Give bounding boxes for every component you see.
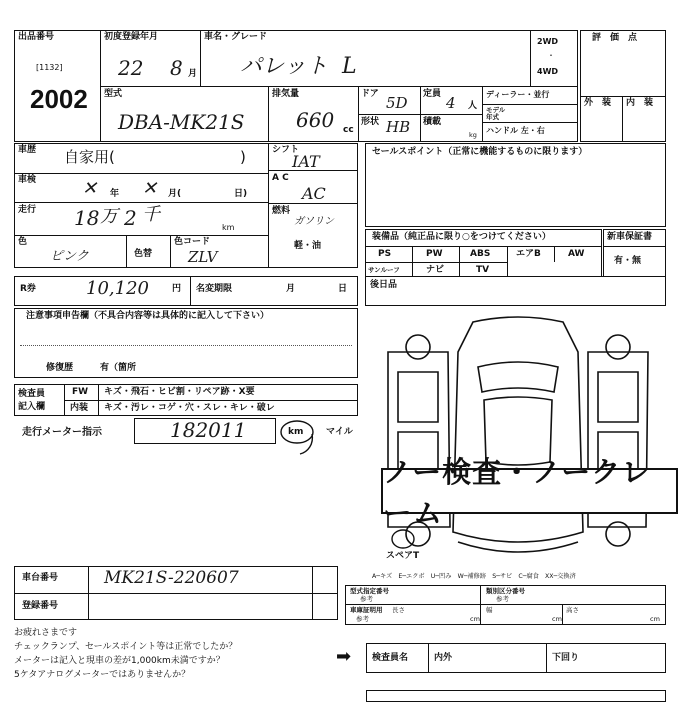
displacement-value: 660 [296, 108, 335, 132]
ref-label-1: 参考 [360, 595, 373, 603]
warranty-value: 有・無 [614, 256, 642, 266]
sales-point-label: セールスポイント（正常に機能するものに限ります） [372, 147, 588, 157]
door-label: ドア [361, 89, 379, 99]
fuel-light-label: 軽・油 [294, 241, 322, 251]
inspector-label: 検査員 記入欄 [18, 389, 46, 413]
repair-history-label: 修復歴 [46, 363, 74, 373]
lot-small-number: [1132] [36, 63, 63, 72]
message-line-1: お疲れさまです [14, 628, 78, 638]
car-name: パレット [240, 54, 328, 79]
fw-label: FW [72, 387, 89, 397]
bottom-stub-box [366, 690, 666, 702]
capacity-label: 定員 [423, 89, 442, 99]
spare-tire-label: スペアT [386, 551, 420, 561]
recycle-label: R券 [20, 284, 36, 294]
notes-label: 注意事項申告欄（不具合内容等は具体的に記入して下さい） [26, 311, 270, 321]
color-label: 色 [18, 237, 28, 247]
month-unit-3: 月 [286, 284, 296, 294]
kg-unit: kg [469, 131, 477, 139]
damage-legend: A─キズ E─エクボ U─凹み W─補修跡 S─サビ C─腐食 XX─交換済 [372, 573, 576, 580]
inspector-name-label: 検査員名 [372, 653, 409, 663]
interior-row-label: 内装 [70, 403, 89, 413]
capacity-value: 4 [446, 94, 456, 112]
later-items-label: 後日品 [370, 280, 398, 290]
message-line-4: 5ケタアナログメーターではありませんか？ [14, 670, 191, 680]
capacity-unit: 人 [468, 101, 478, 111]
history-close: ) [240, 148, 246, 166]
displacement-label: 排気量 [272, 89, 300, 99]
yen-unit: 円 [172, 284, 182, 294]
mileage-label: 走行 [18, 205, 37, 215]
cm-unit-2: cm [552, 615, 562, 623]
message-line-2: チェックランプ、セールスポイント等は正常でしたか？ [14, 642, 238, 652]
drive-2wd: 2WD [537, 37, 559, 46]
drive-separator: ・ [547, 51, 555, 60]
inspection-month-mark: ✕ [142, 178, 158, 199]
repair-history-value: 有（箇所 [100, 363, 137, 373]
color-value: ピンク [50, 249, 89, 264]
day-unit: 日) [234, 189, 248, 199]
under-label: 下回り [552, 653, 580, 663]
inspection-year-mark: ✕ [82, 178, 98, 199]
mileage-sen-value: 2 [124, 206, 137, 230]
month-unit-2: 月( [168, 189, 182, 199]
height-label: 高さ [566, 606, 579, 614]
sen-unit: 千 [142, 204, 160, 225]
meter-km-label: km [288, 427, 304, 437]
equip-aw: AW [568, 249, 585, 259]
inspection-label: 車検 [18, 175, 37, 185]
man-unit: 万 [100, 206, 118, 227]
car-name-label: 車名・グレード [204, 32, 268, 42]
cc-unit: cc [343, 125, 354, 135]
class-number-label: 類別区分番号 [486, 587, 525, 595]
equip-sunroof: サンルーフ [368, 266, 400, 274]
recycle-box [14, 276, 358, 306]
fw-items: キズ・飛石・ヒビ割・リペア跡・X要 [104, 387, 255, 397]
model-label: 型式 [104, 89, 123, 99]
model-value: DBA-MK21S [118, 110, 245, 134]
first-registration-label: 初度登録年月 [104, 32, 159, 42]
meter-mile-label: マイル [326, 427, 353, 437]
drive-4wd: 4WD [537, 67, 559, 76]
color-change-label: 色替 [134, 249, 153, 259]
shape-value: HB [386, 118, 411, 136]
registration-number-label: 登録番号 [22, 601, 59, 611]
chassis-label: 車台番号 [22, 573, 59, 583]
interior-items: キズ・汚レ・コゲ・穴・スレ・キレ・破レ [104, 403, 275, 413]
length-label: 長さ [392, 606, 405, 614]
day-unit-2: 日 [338, 284, 348, 294]
vehicle-cert-label: 車庫証明用 [350, 606, 383, 614]
inspector-name-box [366, 643, 666, 673]
arrow-icon: ➡ [336, 646, 352, 667]
first-registration-month: 8 [170, 56, 183, 80]
recycle-value: 10,120 [86, 278, 149, 299]
fuel-value: ガソリン [294, 216, 334, 227]
type-designation-label: 型式指定番号 [350, 587, 389, 595]
message-line-3: メーターは記入と現車の差が1,000km未満ですか？ [14, 656, 225, 666]
later-items-box [365, 276, 666, 306]
car-grade: L [342, 54, 357, 79]
spare-tire-icon [390, 528, 416, 550]
shape-label: 形状 [361, 117, 380, 127]
equip-navi: ナビ [426, 265, 445, 275]
chassis-number: MK21S-220607 [104, 568, 239, 588]
history-value: 自家用( [64, 148, 115, 166]
meter-value: 182011 [170, 418, 247, 442]
equipment-label: 装備品（純正品に限り○をつけてください） [372, 232, 551, 242]
model-year-label: モデル 年式 [486, 106, 506, 121]
outside-label: 内外 [434, 653, 453, 663]
registration-limit-label: 名変期限 [196, 284, 233, 294]
mileage-man-value: 18 [74, 206, 100, 230]
handle-label: ハンドル 左・右 [486, 126, 545, 135]
ac-value: AC [302, 184, 326, 203]
equip-airbag: エアB [516, 249, 541, 259]
door-value: 5D [386, 94, 408, 112]
warranty-label: 新車保証書 [607, 232, 653, 242]
color-code-value: ZLV [188, 248, 218, 266]
km-circle-mark [278, 418, 320, 456]
equip-pw: PW [426, 249, 443, 259]
month-unit: 月 [188, 69, 198, 79]
lot-number-label: 出品番号 [18, 32, 55, 42]
fuel-label: 燃料 [272, 206, 291, 216]
equip-ps: PS [378, 249, 392, 259]
evaluation-box [580, 30, 666, 142]
cm-unit-1: cm [470, 615, 480, 623]
meter-label: 走行メーター指示 [22, 427, 102, 438]
color-code-label: 色コード [174, 237, 211, 247]
year-unit: 年 [110, 189, 120, 199]
evaluation-label: 評 価 点 [592, 33, 638, 43]
ref-label-3: 参考 [356, 615, 369, 623]
width-label: 幅 [486, 606, 493, 614]
ac-label: A C [272, 173, 289, 183]
first-registration-year: 22 [118, 56, 144, 80]
load-label: 積載 [423, 117, 442, 127]
lot-number: 2002 [30, 84, 88, 114]
interior-label: 内 装 [626, 98, 654, 108]
equip-tv: TV [476, 265, 490, 275]
shift-label: シフト [272, 145, 300, 155]
cm-unit-3: cm [650, 615, 660, 623]
dealer-label: ディーラー・並行 [486, 90, 550, 99]
equip-abs: ABS [470, 249, 491, 259]
ref-label-2: 参考 [496, 595, 509, 603]
no-inspection-no-claim-sign: ノー検査・ノークレーム [381, 468, 678, 514]
shift-value: IAT [292, 152, 320, 171]
exterior-label: 外 装 [584, 98, 612, 108]
history-label: 車歴 [18, 145, 37, 155]
km-unit: km [222, 223, 235, 232]
